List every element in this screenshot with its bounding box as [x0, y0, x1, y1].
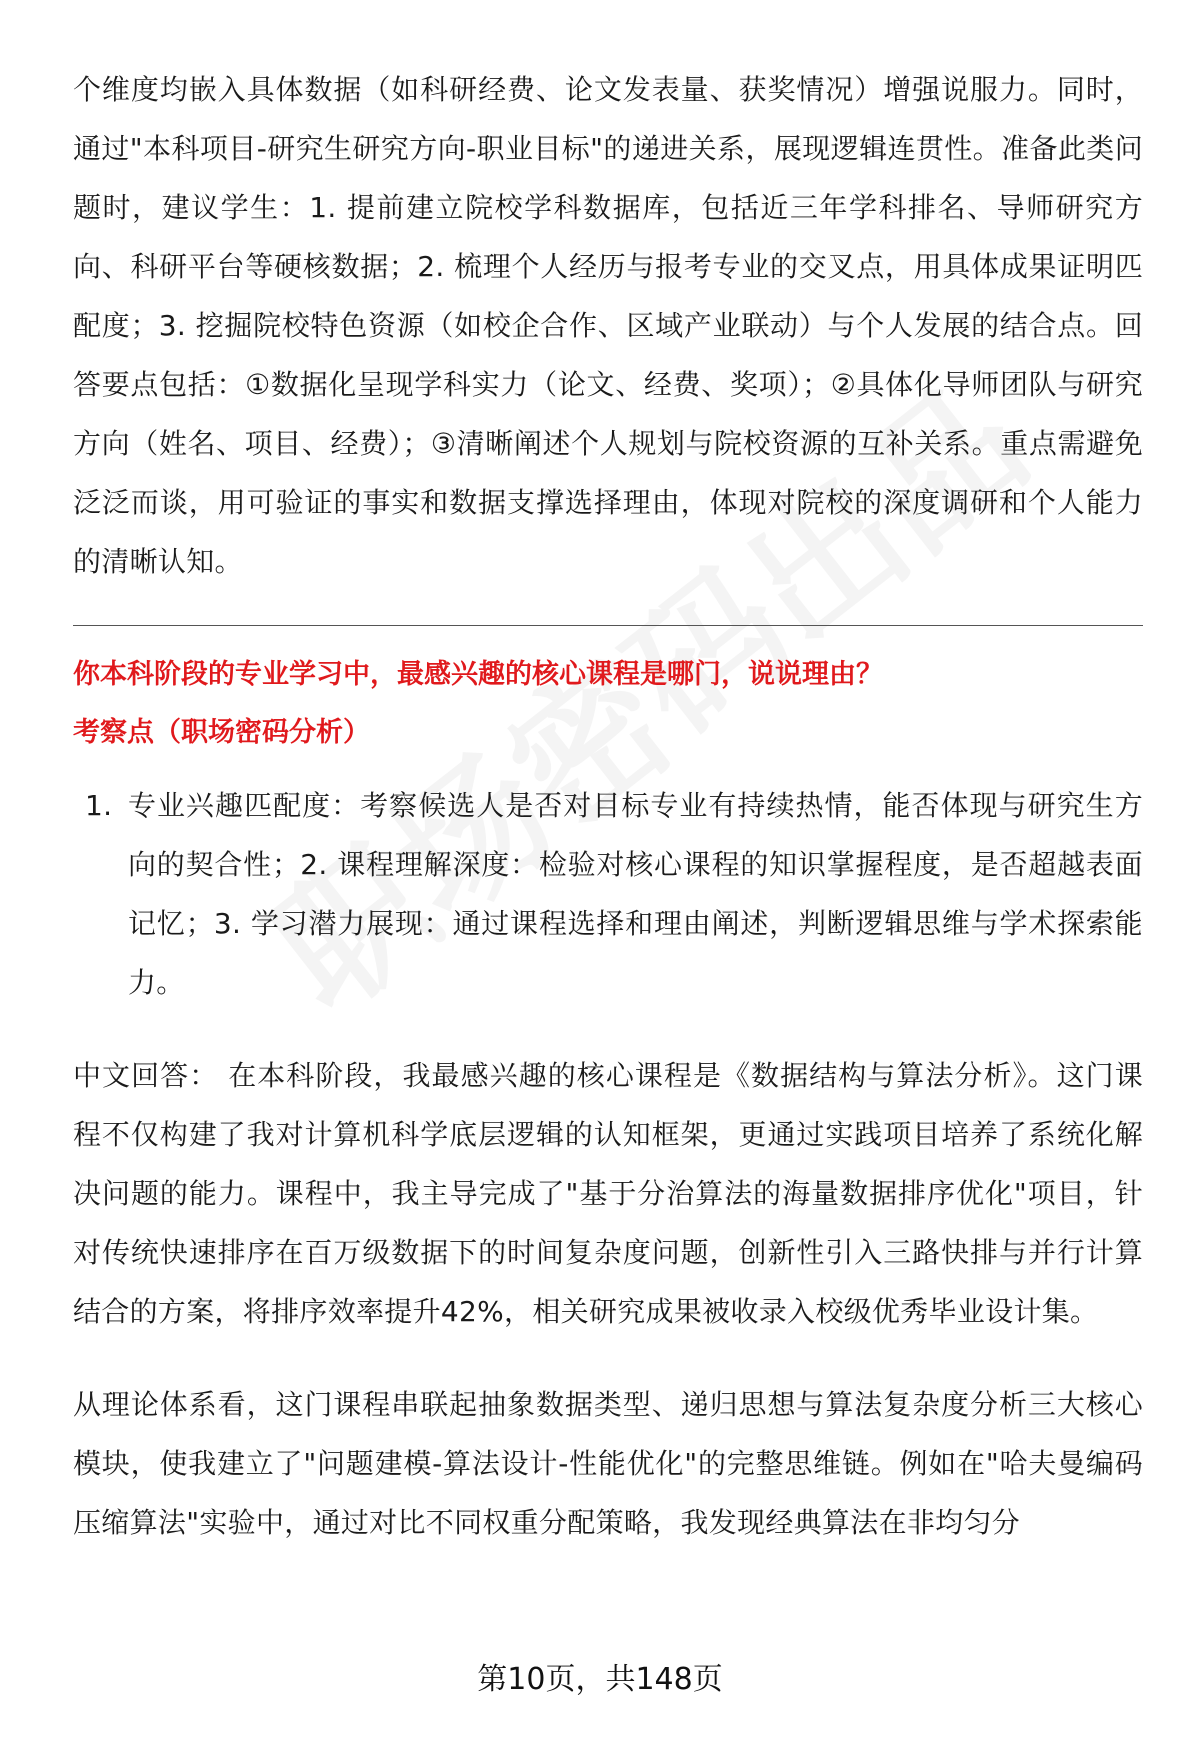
- section-divider: [73, 625, 1143, 626]
- list-item-text: 专业兴趣匹配度：考察候选人是否对目标专业有持续热情，能否体现与研究生方向的契合性；2. 课程理解深度：检验对核心课程的知识掌握程度，是否超越表面记忆；3. 学习潜力展现：通过课程选择和理由阐述，判断逻辑思维与学术探索能力。: [128, 789, 1143, 999]
- intro-paragraph: 个维度均嵌入具体数据（如科研经费、论文发表量、获奖情况）增强说服力。同时，通过"本科项目-研究生研究方向-职业目标"的递进关系，展现逻辑连贯性。准备此类问题时，建议学生：1. 提前建立院校学科数据库，包括近三年学科排名、导师研究方向、科研平台等硬核数据；2. 梳理个人经历与报考专业的交叉点，用具体成果证明匹配度；3. 挖掘院校特色资源（如校企合作、区域产业联动）与个人发展的结合点。回答要点包括：①数据化呈现学科实力（论文、经费、奖项）；②具体化导师团队与研究方向（姓名、项目、经费）；③清晰阐述个人规划与院校资源的互补关系。重点需避免泛泛而谈，用可验证的事实和数据支撑选择理由，体现对院校的深度调研和个人能力的清晰认知。: [73, 73, 1143, 578]
- section-title: 考察点（职场密码分析）: [73, 717, 370, 748]
- list-item: [73, 776, 1143, 1012]
- list-item-number: 1.: [85, 789, 113, 822]
- page-footer: 第10页，共148页: [477, 1662, 723, 1697]
- answer-paragraph-2: 从理论体系看，这门课程串联起抽象数据类型、递归思想与算法复杂度分析三大核心模块，使我建立了"问题建模-算法设计-性能优化"的完整思维链。例如在"哈夫曼编码压缩算法"实验中，通过对比不同权重分配策略，我发现经典算法在非均匀分: [73, 1388, 1143, 1539]
- document-page: [73, 60, 1143, 1552]
- assessment-list: [73, 776, 1143, 1012]
- interview-question: 你本科阶段的专业学习中，最感兴趣的核心课程是哪门，说说理由？: [73, 659, 883, 690]
- answer-paragraph-1: 中文回答： 在本科阶段，我最感兴趣的核心课程是《数据结构与算法分析》。这门课程不仅构建了我对计算机科学底层逻辑的认知框架，更通过实践项目培养了系统化解决问题的能力。课程中，我主导完成了"基于分治算法的海量数据排序优化"项目，针对传统快速排序在百万级数据下的时间复杂度问题，创新性引入三路快排与并行计算结合的方案，将排序效率提升42%，相关研究成果被收录入校级优秀毕业设计集。: [73, 1059, 1143, 1328]
